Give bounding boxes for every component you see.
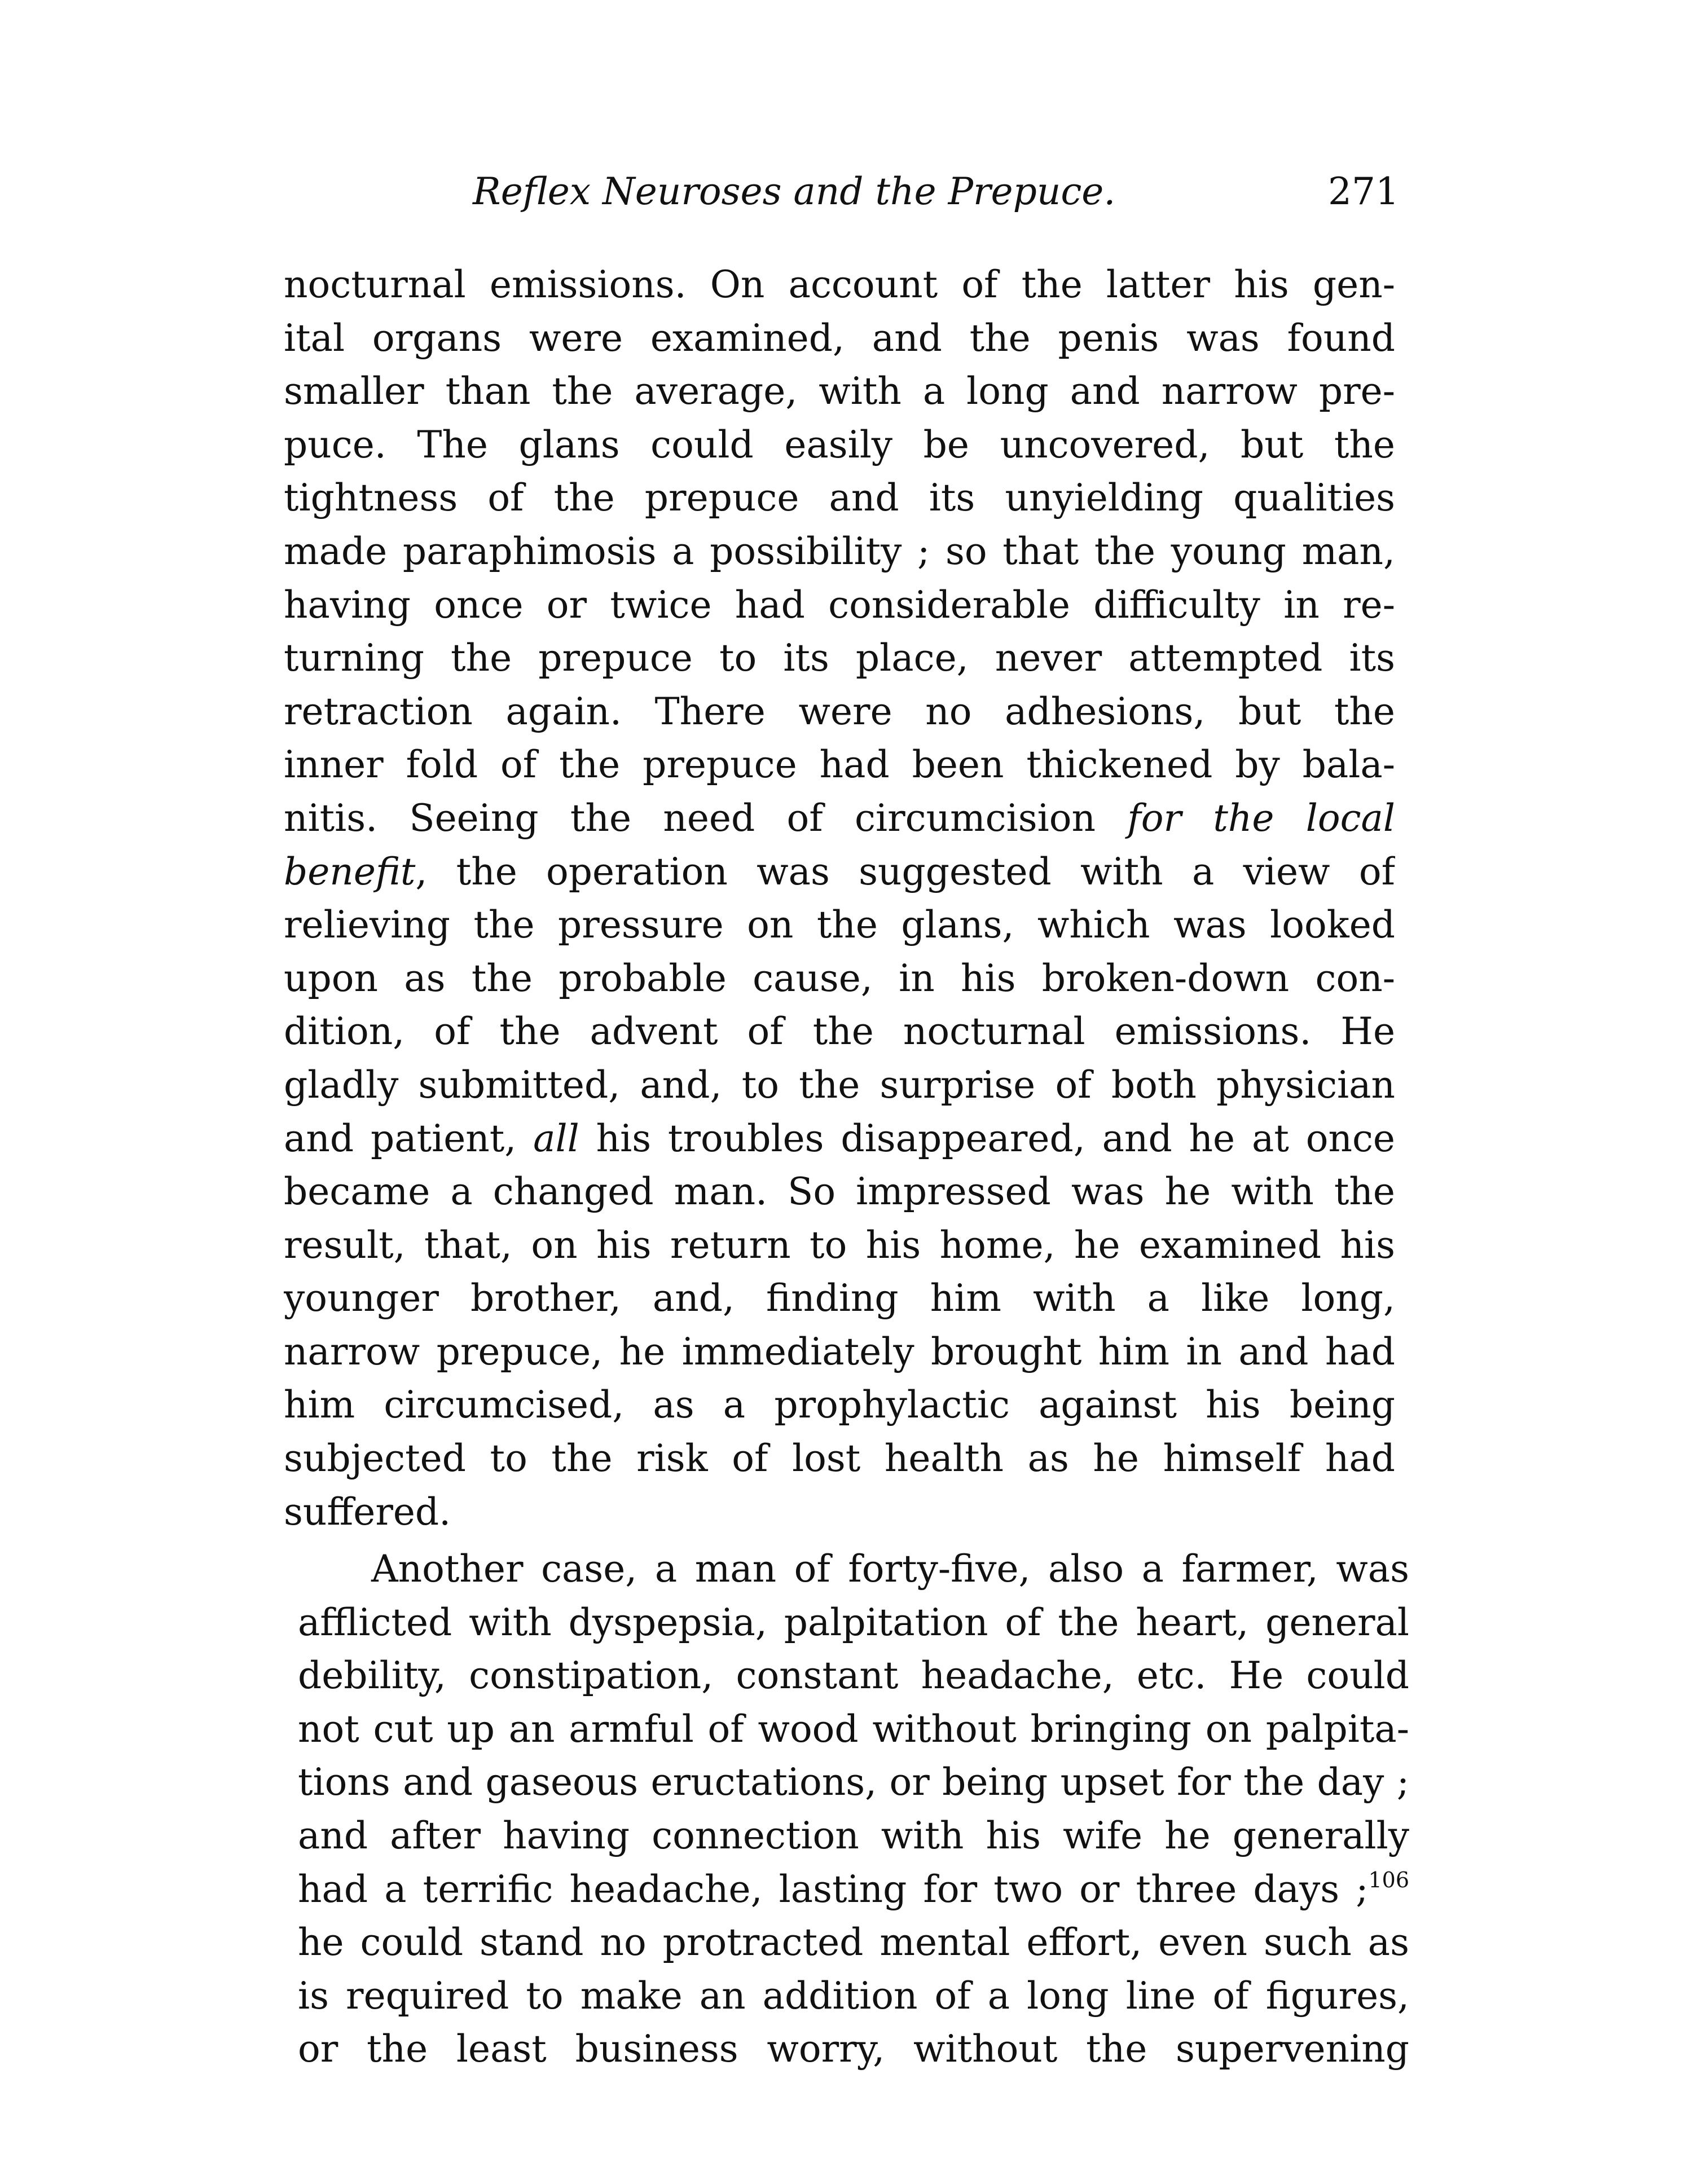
running-head bbox=[282, 161, 1399, 223]
text-line bbox=[284, 1112, 1395, 1166]
text-line: him circumcised, as a prophylactic against his being bbox=[284, 1383, 1395, 1427]
paragraph-continued bbox=[284, 258, 1395, 1539]
text-line: turning the prepuce to its place, never attempted its bbox=[284, 636, 1395, 680]
text-line: tightness of the prepuce and its unyielding qualities bbox=[284, 476, 1395, 520]
italic-phrase: for the local bbox=[1127, 796, 1395, 840]
text-line: narrow prepuce, he immediately brought him in and had bbox=[284, 1329, 1395, 1373]
text-line bbox=[284, 846, 1395, 899]
text-line: relieving the pressure on the glans, which was looked bbox=[284, 903, 1395, 947]
text-line: tions and gaseous eructations, or being upset for the day ; bbox=[298, 1760, 1409, 1804]
text-line: Another case, a man of forty-five, also a farmer, was bbox=[371, 1547, 1409, 1591]
text-line: inner fold of the prepuce had been thickened by bala- bbox=[284, 743, 1395, 787]
text-line: he could stand no protracted mental effort, even such as bbox=[298, 1921, 1409, 1965]
italic-word: all bbox=[533, 1116, 579, 1160]
text-run: and patient, bbox=[284, 1116, 517, 1160]
paragraph-another-case bbox=[298, 1543, 1409, 2076]
text-line: younger brother, and, finding him with a like long, bbox=[284, 1276, 1395, 1320]
text-line bbox=[298, 1863, 1409, 1917]
text-line: is required to make an addition of a long line of figures, bbox=[298, 1974, 1409, 2018]
italic-word: benefit bbox=[284, 849, 416, 893]
text-line: and after having connection with his wife he generally bbox=[298, 1813, 1409, 1857]
text-line: subjected to the risk of lost health as he himself had bbox=[284, 1437, 1395, 1481]
text-line: debility, constipation, constant headache, etc. He could bbox=[298, 1654, 1409, 1698]
page-number: 271 bbox=[1328, 170, 1399, 213]
text-line: or the least business worry, without the supervening bbox=[298, 2027, 1409, 2071]
text-line: suffered. bbox=[284, 1490, 451, 1534]
text-line: puce. The glans could easily be uncovered, but the bbox=[284, 422, 1395, 466]
text-line: ital organs were examined, and the penis was found bbox=[284, 316, 1395, 360]
text-line: result, that, on his return to his home, he examined his bbox=[284, 1223, 1395, 1267]
text-run: had a terrific headache, lasting for two or three days ; bbox=[298, 1867, 1369, 1911]
footnote-reference: 106 bbox=[1368, 1867, 1409, 1892]
text-line: gladly submitted, and, to the surprise of both physician bbox=[284, 1063, 1395, 1107]
text-line: afflicted with dyspepsia, palpitation of the heart, general bbox=[298, 1600, 1409, 1644]
text-line: nocturnal emissions. On account of the latter his gen- bbox=[284, 263, 1395, 306]
text-line: made paraphimosis a possibility ; so that the young man, bbox=[284, 529, 1395, 573]
text-line bbox=[284, 792, 1395, 846]
text-line: dition, of the advent of the nocturnal emissions. He bbox=[284, 1010, 1395, 1054]
text-line: upon as the probable cause, in his broken-down con- bbox=[284, 956, 1395, 1000]
text-run: , the operation was suggested with a view of bbox=[415, 849, 1395, 893]
text-line: having once or twice had considerable difficulty in re- bbox=[284, 583, 1395, 627]
text-line: smaller than the average, with a long and narrow pre- bbox=[284, 369, 1395, 413]
text-line: became a changed man. So impressed was he with the bbox=[284, 1170, 1395, 1214]
running-title: Reflex Neuroses and the Prepuce. bbox=[473, 170, 1116, 213]
text-run: nitis. Seeing the need of circumcision bbox=[284, 796, 1096, 840]
text-run: his troubles disappeared, and he at once bbox=[579, 1116, 1395, 1160]
text-line: retraction again. There were no adhesions, but the bbox=[284, 689, 1395, 733]
text-line: not cut up an armful of wood without bringing on palpita- bbox=[298, 1707, 1409, 1751]
